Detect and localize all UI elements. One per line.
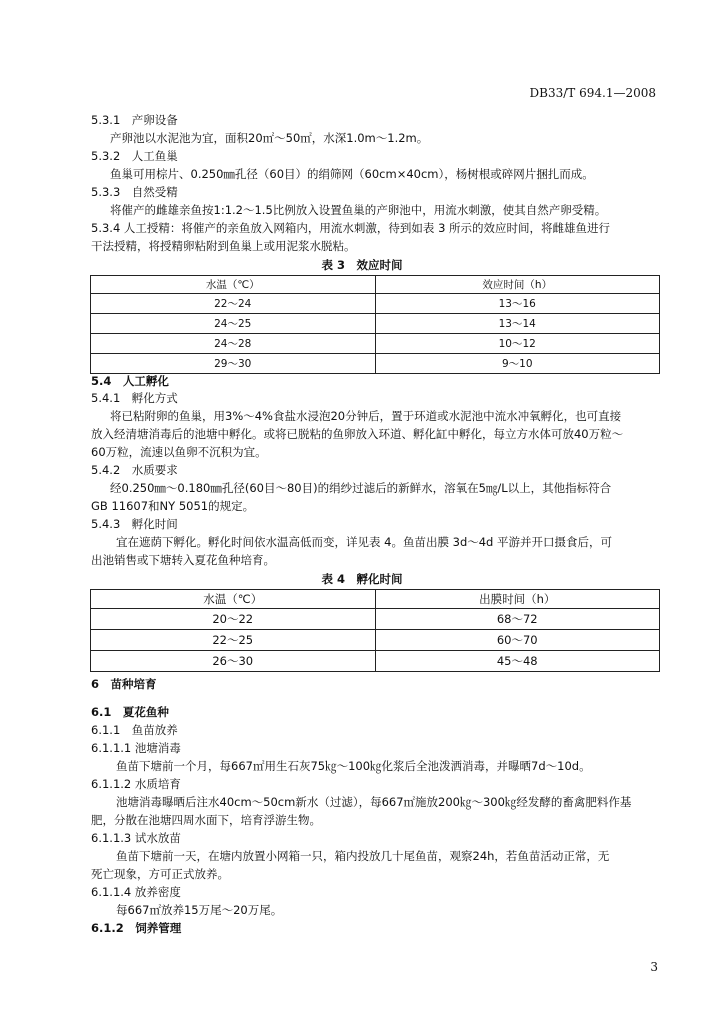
table3-cell: 10～12 <box>375 334 660 354</box>
table4-cell: 26～30 <box>91 651 376 672</box>
table3-cell: 13～14 <box>375 314 660 334</box>
table3 <box>90 275 660 374</box>
table-row <box>91 609 660 630</box>
table-row <box>91 334 660 354</box>
paragraph-line: 5.3.4 人工授精：将催产的亲鱼放入网箱内，用流水刺激，待到如表 3 所示的效应时间，将雌雄鱼进行 <box>91 221 611 235</box>
paragraph-line: 鱼苗下塘前一天，在塘内放置小网箱一只，箱内投放几十尾鱼苗，观察24h，若鱼苗活动正常，无 <box>116 849 610 863</box>
paragraph-line: 将已粘附卵的鱼巢，用3%～4%食盐水浸泡20分钟后，置于环道或水泥池中流水冲氧孵化，也可直接 <box>110 409 622 423</box>
table3-cell: 24～25 <box>91 314 376 334</box>
table4-cell: 20～22 <box>91 609 376 630</box>
table4-caption: 表 4 孵化时间 <box>321 572 403 586</box>
table3-header: 水温（℃） <box>91 276 376 294</box>
table3-cell: 9～10 <box>375 354 660 374</box>
section-heading: 5.4.3 孵化时间 <box>91 517 178 531</box>
page-number: 3 <box>650 960 658 974</box>
table3-header: 效应时间（h） <box>375 276 660 294</box>
table4-cell: 45～48 <box>375 651 660 672</box>
paragraph-line: 经0.250㎜～0.180㎜孔径(60目～80目)的绢纱过滤后的新鲜水，溶氧在5㎎/L以上，其他指标符合 <box>110 481 612 495</box>
chapter-heading: 6 苗种培育 <box>91 677 157 691</box>
table4-cell: 60～70 <box>375 630 660 651</box>
table4-cell: 22～25 <box>91 630 376 651</box>
paragraph-line: 产卵池以水泥池为宜，面积20㎡～50㎡，水深1.0m～1.2m。 <box>110 131 429 145</box>
paragraph-line: 宜在遮荫下孵化。孵化时间依水温高低而变，详见表 4。鱼苗出膜 3d～4d 平游并开口摄食后，可 <box>116 535 613 549</box>
paragraph-line: 放入经清塘消毒后的池塘中孵化。或将已脱粘的鱼卵放入环道、孵化缸中孵化，每立方水体可放40万粒～ <box>91 427 624 441</box>
table3-cell: 29～30 <box>91 354 376 374</box>
section-heading: 5.4.1 孵化方式 <box>91 391 178 405</box>
section-heading: 5.4.2 水质要求 <box>91 463 178 477</box>
paragraph-line: 出池销售或下塘转入夏花鱼种培育。 <box>91 553 275 567</box>
section-heading: 5.3.2 人工鱼巢 <box>91 149 178 163</box>
section-heading: 6.1.1 鱼苗放养 <box>91 723 178 737</box>
section-heading: 5.3.1 产卵设备 <box>91 113 178 127</box>
section-heading: 5.3.3 自然受精 <box>91 185 178 199</box>
table3-cell: 22～24 <box>91 294 376 314</box>
table4-header: 水温（℃） <box>91 590 376 609</box>
table3-caption: 表 3 效应时间 <box>321 258 403 272</box>
table4-cell: 68～72 <box>375 609 660 630</box>
section-heading: 6.1.1.3 试水放苗 <box>91 831 181 845</box>
paragraph-line: 肥，分散在池塘四周水面下，培育浮游生物。 <box>91 813 321 827</box>
paragraph-line: 死亡现象，方可正式放养。 <box>91 867 229 881</box>
paragraph-line: 池塘消毒曝晒后注水40cm～50cm新水（过滤），每667㎡施放200㎏～300㎏经发酵的畜禽肥料作基 <box>116 795 632 809</box>
paragraph-line: 鱼巢可用棕片、0.250㎜孔径（60目）的绢筛网（60cm×40cm），杨树根或碎网片捆扎而成。 <box>110 167 594 181</box>
section-heading: 6.1.2 饲养管理 <box>91 921 182 935</box>
table4-header: 出膜时间（h） <box>375 590 660 609</box>
section-heading: 5.4 人工孵化 <box>91 374 169 388</box>
section-heading: 6.1.1.1 池塘消毒 <box>91 741 181 755</box>
paragraph-line: 将催产的雌雄亲鱼按1:1.2～1.5比例放入设置鱼巢的产卵池中，用流水刺激，使其自然产卵受精。 <box>110 203 607 217</box>
table-row <box>91 294 660 314</box>
table3-cell: 13～16 <box>375 294 660 314</box>
paragraph-line: 鱼苗下塘前一个月，每667㎡用生石灰75㎏～100㎏化浆后全池泼洒消毒，并曝晒7d～10d。 <box>116 759 591 773</box>
table4 <box>90 589 660 672</box>
doc-code: DB33/T 694.1—2008 <box>529 86 656 100</box>
paragraph-line: 每667㎡放养15万尾～20万尾。 <box>116 903 283 917</box>
paragraph-line: GB 11607和NY 5051的规定。 <box>91 499 255 513</box>
table-row <box>91 314 660 334</box>
paragraph-line: 60万粒，流速以鱼卵不沉积为宜。 <box>91 445 267 459</box>
section-heading: 6.1.1.2 水质培育 <box>91 777 181 791</box>
section-heading: 6.1 夏花鱼种 <box>91 705 169 719</box>
paragraph-line: 干法授精，将授精卵粘附到鱼巢上或用泥浆水脱粘。 <box>91 239 356 253</box>
table-row <box>91 630 660 651</box>
section-heading: 6.1.1.4 放养密度 <box>91 885 181 899</box>
table3-cell: 24～28 <box>91 334 376 354</box>
table-row <box>91 651 660 672</box>
table-row <box>91 354 660 374</box>
